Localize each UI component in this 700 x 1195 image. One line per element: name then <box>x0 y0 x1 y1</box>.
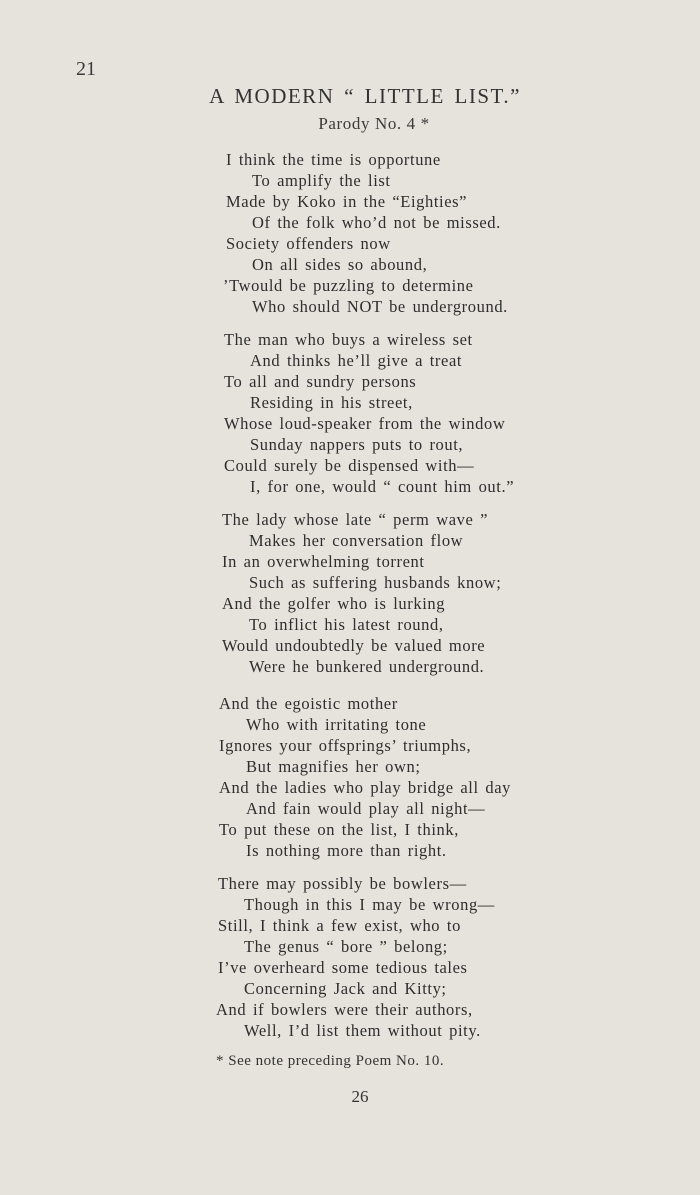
poem-line: There may possibly be bowlers— <box>218 874 467 893</box>
poem-line: And the ladies who play bridge all day <box>219 778 512 797</box>
poem-line: Ignores your offsprings’ triumphs, <box>219 736 472 755</box>
poem-line: Still, I think a few exist, who to <box>218 916 461 935</box>
poem-line: The genus “ bore ” belong; <box>244 937 448 956</box>
poem-line: And the golfer who is lurking <box>222 594 446 613</box>
page-number: 21 <box>76 58 96 80</box>
poem-line: Well, I’d list them without pity. <box>244 1021 481 1040</box>
poem-line: To put these on the list, I think, <box>219 820 459 839</box>
poem-line: To inflict his latest round, <box>249 615 444 634</box>
poem-line: Who with irritating tone <box>246 715 427 734</box>
poem-line: Is nothing more than right. <box>246 841 447 860</box>
poem-line: To amplify the list <box>252 171 391 190</box>
poem-line: On all sides so abound, <box>252 255 428 274</box>
poem-line: Made by Koko in the “Eighties” <box>226 192 468 211</box>
poem-line: ’Twould be puzzling to determine <box>223 276 474 295</box>
poem-title: A MODERN “ LITTLE LIST.” <box>209 84 521 108</box>
poem-line: I’ve overheard some tedious tales <box>218 958 468 977</box>
poem-line: Though in this I may be wrong— <box>244 895 495 914</box>
poem-line: Society offenders now <box>226 234 391 253</box>
poem-subtitle: Parody No. 4 * <box>318 114 430 133</box>
poem-line: In an overwhelming torrent <box>222 552 425 571</box>
poem-line: I think the time is opportune <box>226 150 441 169</box>
poem-line: The lady whose late “ perm wave ” <box>222 510 489 529</box>
poem-line: And thinks he’ll give a treat <box>250 351 463 370</box>
poem-line: The man who buys a wireless set <box>224 330 473 349</box>
poem-line: But magnifies her own; <box>246 757 421 776</box>
poem-line: I, for one, would “ count him out.” <box>250 477 515 496</box>
poem-line: Who should NOT be underground. <box>252 297 508 316</box>
footnote: * See note preceding Poem No. 10. <box>216 1053 445 1069</box>
folio-number: 26 <box>351 1087 369 1106</box>
poem-line: Would undoubtedly be valued more <box>222 636 486 655</box>
poem-line: Concerning Jack and Kitty; <box>244 979 447 998</box>
poem-line: To all and sundry persons <box>224 372 417 391</box>
poem-line: And fain would play all night— <box>246 799 486 818</box>
poem-line: Such as suffering husbands know; <box>249 573 502 592</box>
poem-line: Whose loud-speaker from the window <box>224 414 506 433</box>
poem-line: Were he bunkered underground. <box>249 657 485 676</box>
poem-line: Of the folk who’d not be missed. <box>252 213 501 232</box>
poem-line: Residing in his street, <box>250 393 413 412</box>
poem-line: Makes her conversation flow <box>249 531 464 550</box>
poem-line: Sunday nappers puts to rout, <box>250 435 464 454</box>
poem-line: And the egoistic mother <box>219 694 398 713</box>
poem-line: And if bowlers were their authors, <box>216 1000 473 1019</box>
poem-line: Could surely be dispensed with— <box>224 456 475 475</box>
